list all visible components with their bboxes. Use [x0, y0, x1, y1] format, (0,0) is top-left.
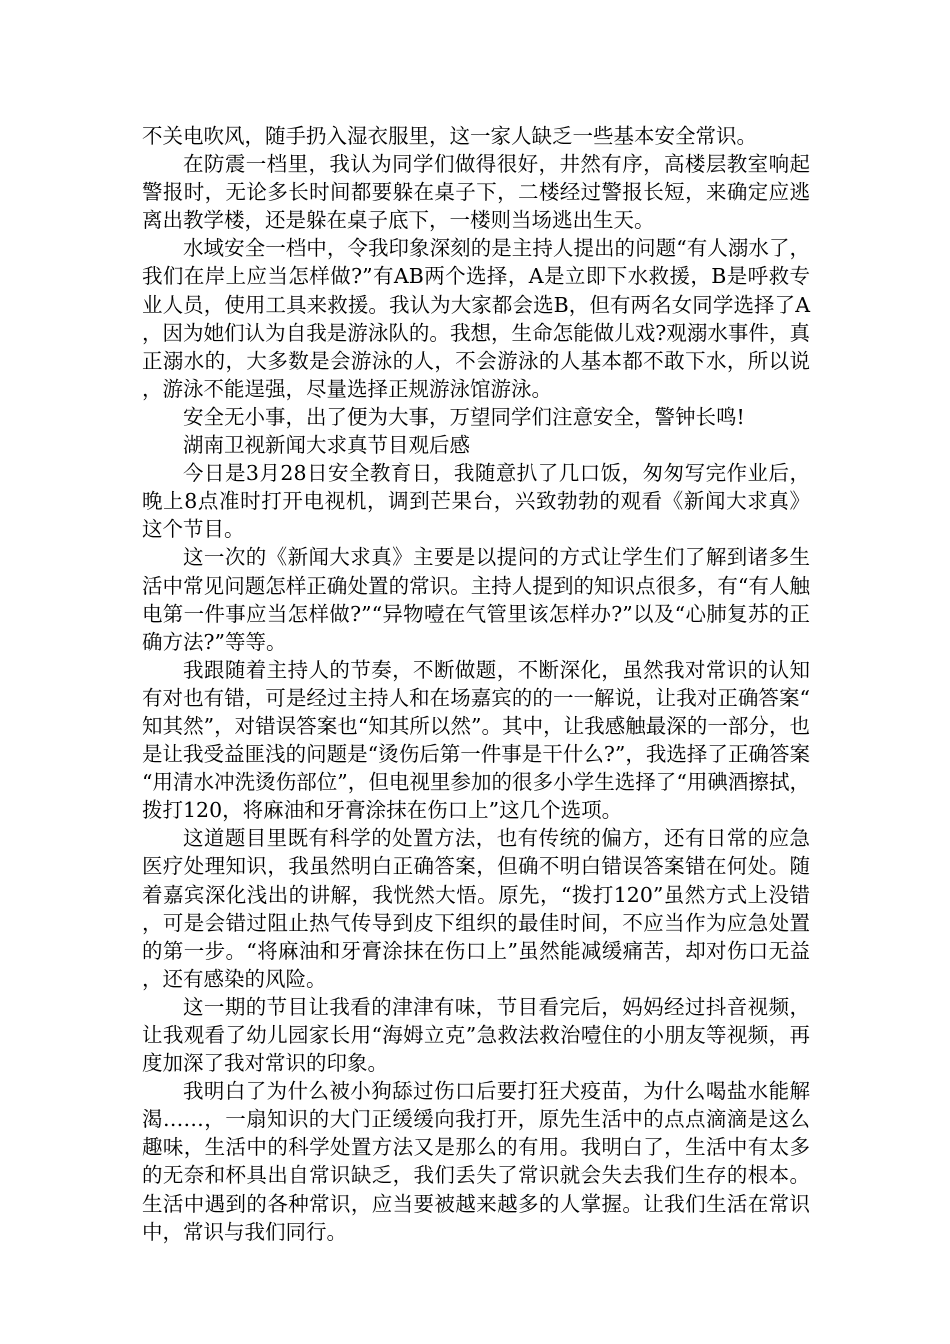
document-body: [142, 122, 810, 1246]
paragraph-11: 我明白了为什么被小狗舔过伤口后要打狂犬疫苗，为什么喝盐水能解渴……，一扇知识的大门正缓缓向我打开，原先生活中的点点滴滴是这么趣味，生活中的科学处置方法又是那么的有用。我明白了，生活中有太多的无奈和杯具出自常识缺乏，我们丢失了常识就会失去我们生存的根本。生活中遇到的各种常识，应当要被越来越多的人掌握。让我们生活在常识中，常识与我们同行。: [142, 1079, 810, 1244]
paragraph-6: 今日是3月28日安全教育日，我随意扒了几口饭，匆匆写完作业后，晚上8点准时打开电视机，调到芒果台，兴致勃勃的观看《新闻大求真》这个节目。: [142, 461, 810, 542]
paragraph-7: 这一次的《新闻大求真》主要是以提问的方式让学生们了解到诸多生活中常见问题怎样正确处置的常识。主持人提到的知识点很多，有“有人触电第一件事应当怎样做?”“异物噎在气管里该怎样办?”以及“心肺复苏的正确方法?”等等。: [142, 545, 810, 654]
paragraph-8: 我跟随着主持人的节奏，不断做题，不断深化，虽然我对常识的认知有对也有错，可是经过主持人和在场嘉宾的的一一解说，让我对正确答案“知其然”，对错误答案也“知其所以然”。其中，让我感触最深的一部分，也是让我受益匪浅的问题是“烫伤后第一件事是干什么?”，我选择了正确答案“用清水冲洗烫伤部位”，但电视里参加的很多小学生选择了“用碘酒擦拭，拨打120，将麻油和牙膏涂抹在伤口上”这几个选项。: [142, 657, 810, 823]
paragraph-2: 在防震一档里，我认为同学们做得很好，井然有序，高楼层教室响起警报时，无论多长时间都要躲在桌子下，二楼经过警报长短，来确定应逃离出教学楼，还是躲在桌子底下，一楼则当场逃出生天。: [142, 152, 810, 233]
paragraph-1: 不关电吹风，随手扔入湿衣服里，这一家人缺乏一些基本安全常识。: [142, 124, 757, 148]
paragraph-9: 这道题目里既有科学的处置方法，也有传统的偏方，还有日常的应急医疗处理知识，我虽然明白正确答案，但确不明白错误答案错在何处。随着嘉宾深化浅出的讲解，我恍然大悟。原先，“拨打120”虽然方式上没错，可是会错过阻止热气传导到皮下组织的最佳时间，不应当作为应急处置的第一步。“将麻油和牙膏涂抹在伤口上”虽然能减缓痛苦，却对伤口无益，还有感染的风险。: [142, 826, 810, 991]
paragraph-10: 这一期的节目让我看的津津有味，节目看完后，妈妈经过抖音视频，让我观看了幼儿园家长用“海姆立克”急救法救治噎住的小朋友等视频，再度加深了我对常识的印象。: [142, 994, 810, 1076]
section-title: 湖南卫视新闻大求真节目观后感: [183, 433, 470, 458]
paragraph-4: 安全无小事，出了便为大事，万望同学们注意安全，警钟长鸣!: [183, 404, 745, 429]
paragraph-3: 水域安全一档中，令我印象深刻的是主持人提出的问题“有人溺水了，我们在岸上应当怎样做?”有AB两个选择，A是立即下水救援，B是呼救专业人员，使用工具来救援。我认为大家都会选B，但有两名女同学选择了A，因为她们认为自我是游泳队的。我想，生命怎能做儿戏?观溺水事件，真正溺水的，大多数是会游泳的人，不会游泳的人基本都不敢下水，所以说，游泳不能逞强，尽量选择正规游泳馆游泳。: [142, 236, 810, 401]
